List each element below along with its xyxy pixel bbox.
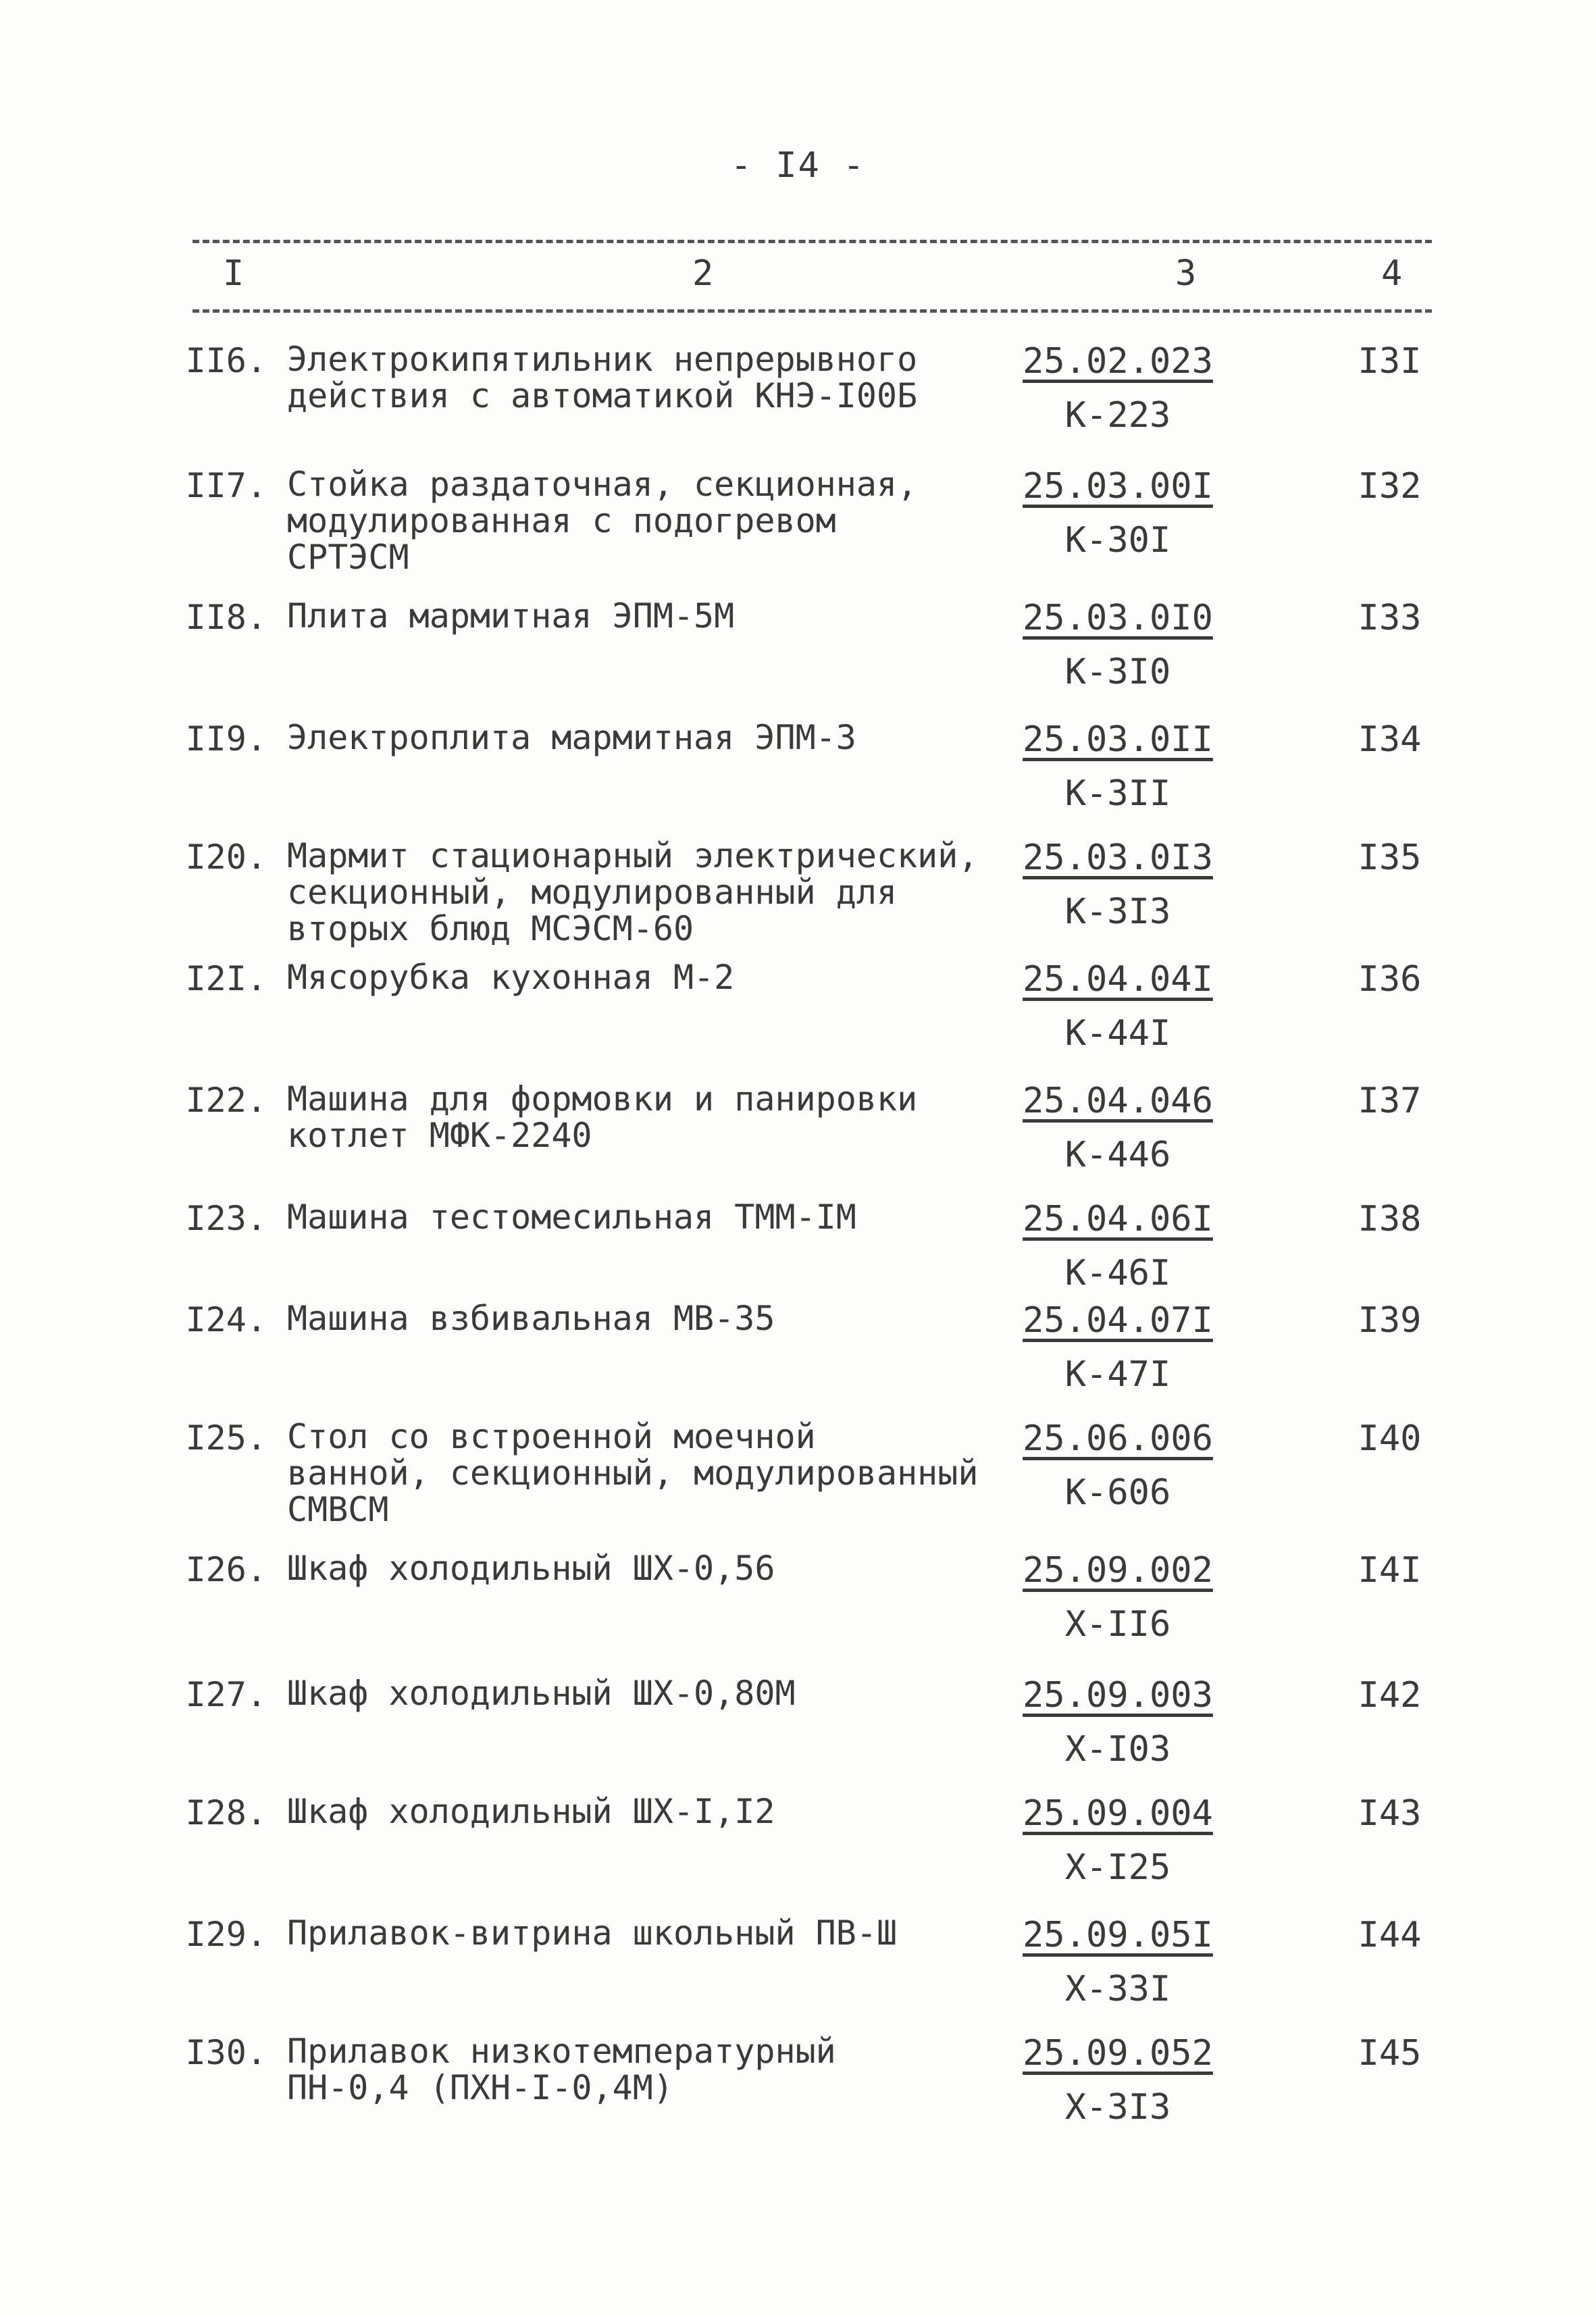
entry-code: 25.04.07I (1023, 1300, 1213, 1341)
entry-number: I28. (185, 1793, 267, 1832)
entry-number: I27. (185, 1675, 267, 1714)
entry-name: Прилавок-витрина школьный ПВ-Ш (287, 1913, 898, 1953)
entry-number: II9. (185, 719, 267, 759)
entry-page: I45 (1358, 2033, 1422, 2074)
entry-kcode: Х-3I3 (1064, 2087, 1171, 2128)
entry-number: I23. (185, 1199, 267, 1238)
entry-kcode: К-3I0 (1064, 652, 1171, 692)
entry-code: 25.06.006 (1023, 1418, 1213, 1459)
entry-kcode: К-46I (1064, 1253, 1171, 1293)
entry-number: I26. (185, 1550, 267, 1589)
entry-page: I40 (1358, 1418, 1422, 1459)
entry-number: II8. (185, 598, 267, 637)
entry-number: I22. (185, 1081, 267, 1120)
entry-page: I42 (1358, 1675, 1422, 1716)
entry-page: I35 (1358, 838, 1422, 878)
entry-kcode: К-223 (1064, 395, 1171, 436)
entry-code: 25.09.052 (1023, 2033, 1213, 2074)
entry-number: I2I. (185, 959, 267, 998)
entry-page: I44 (1358, 1915, 1422, 1955)
entry-code: 25.03.00I (1023, 466, 1213, 507)
entry-kcode: К-606 (1064, 1472, 1171, 1513)
entry-kcode: Х-33I (1064, 1969, 1171, 2009)
entry-code: 25.04.06I (1023, 1199, 1213, 1239)
entry-code: 25.03.0II (1023, 719, 1213, 760)
entry-number: I25. (185, 1418, 267, 1458)
entry-code: 25.03.0I3 (1023, 838, 1213, 878)
entry-name: Машина взбивальная МВ-35 (287, 1299, 775, 1338)
entry-kcode: Х-II6 (1064, 1604, 1171, 1645)
entry-code: 25.09.004 (1023, 1793, 1213, 1834)
entry-name: Машина для формовки и панировки котлет МФК-2240 (287, 1079, 918, 1155)
entry-code: 25.03.0I0 (1023, 598, 1213, 638)
entry-number: I30. (185, 2033, 267, 2072)
entry-page: I34 (1358, 719, 1422, 760)
entry-page: I37 (1358, 1081, 1422, 1121)
entry-code: 25.09.003 (1023, 1675, 1213, 1716)
entry-page: I39 (1358, 1300, 1422, 1341)
entry-page: I32 (1358, 466, 1422, 507)
entry-kcode: К-3II (1064, 773, 1171, 814)
entry-kcode: К-3I3 (1064, 892, 1171, 932)
entry-code: 25.04.046 (1023, 1081, 1213, 1121)
entry-code: 25.09.05I (1023, 1915, 1213, 1955)
entry-page: I3I (1358, 341, 1422, 382)
entry-page: I36 (1358, 959, 1422, 1000)
entry-number: I24. (185, 1300, 267, 1339)
column-header-1: I (223, 253, 244, 294)
entry-kcode: К-30I (1064, 520, 1171, 561)
entry-name: Шкаф холодильный ШХ-I,I2 (287, 1792, 775, 1831)
column-header-4: 4 (1381, 253, 1403, 294)
entry-code: 25.09.002 (1023, 1550, 1213, 1591)
page-number: - I4 - (730, 145, 866, 186)
entry-name: Шкаф холодильный ШХ-0,56 (287, 1549, 775, 1588)
entry-name: Электроплита мармитная ЭПМ-3 (287, 718, 856, 757)
header-rule-bottom (192, 309, 1432, 313)
entry-page: I43 (1358, 1793, 1422, 1834)
column-header-2: 2 (692, 253, 714, 294)
entry-name: Мясорубка кухонная М-2 (287, 958, 735, 997)
entry-name: Машина тестомесильная ТММ-IМ (287, 1198, 856, 1237)
entry-code: 25.02.023 (1023, 341, 1213, 382)
entry-name: Прилавок низкотемпературный ПН-0,4 (ПХН-I-0,4М) (287, 2032, 836, 2107)
entry-name: Мармит стационарный электрический, секционный, модулированный для вторых блюд МСЭСМ-60 (287, 836, 979, 948)
entry-name: Электрокипятильник непрерывного действия с автоматикой КНЭ-I00Б (287, 340, 918, 415)
column-header-3: 3 (1175, 253, 1197, 294)
entry-kcode: Х-I03 (1064, 1729, 1171, 1770)
entry-kcode: К-446 (1064, 1135, 1171, 1175)
entry-page: I38 (1358, 1199, 1422, 1239)
entry-number: II7. (185, 466, 267, 505)
entry-number: II6. (185, 341, 267, 380)
entry-name: Шкаф холодильный ШХ-0,80М (287, 1674, 796, 1713)
entry-page: I33 (1358, 598, 1422, 638)
entry-page: I4I (1358, 1550, 1422, 1591)
entry-name: Плита мармитная ЭПМ-5М (287, 596, 735, 636)
entry-kcode: К-44I (1064, 1013, 1171, 1054)
entry-name: Стол со встроенной моечной ванной, секционный, модулированный СМВСМ (287, 1417, 979, 1529)
header-rule-top (192, 240, 1432, 243)
entry-kcode: Х-I25 (1064, 1847, 1171, 1888)
entry-code: 25.04.04I (1023, 959, 1213, 1000)
entry-number: I29. (185, 1915, 267, 1954)
entry-number: I20. (185, 838, 267, 877)
entry-kcode: К-47I (1064, 1354, 1171, 1395)
entry-name: Стойка раздаточная, секционная, модулированная с подогревом СРТЭСМ (287, 465, 918, 577)
